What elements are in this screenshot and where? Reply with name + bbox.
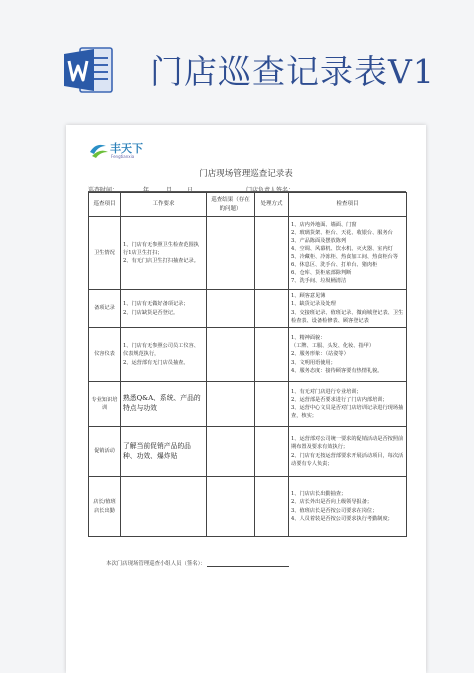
check-items-cell	[289, 382, 407, 427]
category-cell: 店长/值班店长出勤	[89, 477, 121, 537]
check-item: 2、店长外出是否向上级领导报备；	[291, 499, 373, 506]
check-item: 1、有无对门店进行专业培训；	[291, 388, 362, 395]
check-item: 4、人员着装是否按公司要求执行考勤制度；	[291, 515, 393, 522]
result-cell[interactable]	[207, 427, 255, 477]
form-title: 门店现场管理巡查记录表	[199, 169, 293, 179]
result-cell[interactable]	[207, 382, 255, 427]
handling-cell[interactable]	[255, 328, 289, 382]
column-header: 处理方式	[255, 193, 289, 217]
check-items-cell	[289, 328, 407, 382]
inspection-team-signature	[106, 559, 289, 567]
day-label: 日	[187, 187, 194, 194]
result-cell[interactable]	[207, 290, 255, 328]
company-logo	[88, 140, 158, 162]
store-owner-signature-label: 门店负责人签名：	[246, 187, 295, 194]
logo-subtext: Fengtianxia	[111, 154, 135, 159]
check-item: 6、仓库、货柜底部除判断	[291, 270, 352, 277]
requirement-line: 1、门店有无参照卫生检查范围执行1店卫生打扫；	[123, 241, 199, 256]
check-item: 3、产品陈面及摆放陈列	[291, 237, 347, 244]
check-item: 1、精神面貌：	[291, 335, 326, 342]
check-item: 2、门店有无按运营部要求开展活动项目，每次活动要有专人负责；	[291, 452, 404, 467]
table-row	[89, 477, 407, 537]
column-header: 巡查结果（存在的问题）	[207, 193, 255, 217]
column-header: 巡查项目	[89, 193, 121, 217]
handling-cell[interactable]	[255, 477, 289, 537]
result-cell[interactable]	[207, 217, 255, 290]
year-label: 年	[143, 187, 150, 194]
check-items-cell	[289, 427, 407, 477]
check-item: 1、门店店长出勤抽查；	[291, 491, 347, 498]
banner-title: 门店巡查记录表V1	[150, 52, 435, 91]
signature-label: 本次门店现场管理巡查小组人员（签名）：	[106, 561, 206, 567]
handling-cell[interactable]	[255, 290, 289, 328]
banner	[0, 0, 474, 112]
document-page	[66, 125, 426, 673]
handling-cell[interactable]	[255, 382, 289, 427]
requirement-cell	[121, 290, 207, 328]
logo-text: 丰天下	[110, 142, 143, 155]
check-item: 1、顾客意见簿	[291, 293, 326, 300]
check-item: 3、交接班记录、值班记录、微商城登记表、卫生检查表、设备检修表、顾客登记表	[291, 309, 404, 324]
requirement-line: 1、门店有无做好备项记录；	[123, 301, 189, 308]
requirement-cell	[121, 382, 207, 427]
check-items-cell	[289, 217, 407, 290]
requirement-line: 了解当前促销产品的品种、功效、爆炸贴	[123, 441, 191, 460]
check-item: 2、服务形象：（站姿等）	[291, 351, 349, 358]
handling-cell[interactable]	[255, 427, 289, 477]
requirement-cell	[121, 477, 207, 537]
logo-mark-icon	[88, 140, 110, 160]
column-header: 工作要求	[121, 193, 207, 217]
table-row	[89, 382, 407, 427]
result-cell[interactable]	[207, 477, 255, 537]
inspection-date-label: 巡查时间：	[88, 187, 119, 194]
check-item: 6、休息区、洗手台、打单台、猪肉柜	[291, 262, 378, 269]
month-label: 月	[166, 187, 173, 194]
column-header: 检查项目	[289, 193, 407, 217]
table-row	[89, 217, 407, 290]
requirement-line: 熟悉Q&A、系统、产品的特点与功效	[123, 394, 201, 412]
check-item: 2、玻璃货架、柜台、天花、收银台、服务台	[291, 229, 393, 236]
word-icon	[62, 44, 114, 96]
check-item: 5、冷藏柜、冷冻柜、热食加工间、热食柜台等	[291, 254, 399, 260]
table-row	[89, 427, 407, 477]
table-header-row	[89, 193, 407, 217]
table-row	[89, 290, 407, 328]
requirement-cell	[121, 427, 207, 477]
check-item: 7、洗手间、垃圾桶清洁	[291, 278, 347, 285]
result-cell[interactable]	[207, 328, 255, 382]
check-item: 4、服务态度：接待顾客要有热情礼貌。	[291, 367, 383, 374]
category-cell: 仪容仪表	[89, 328, 121, 382]
requirement-line: 2、门店缺货是否登记。	[123, 309, 179, 316]
check-item: 2、运营部是否要求进行了门店内部培训；	[291, 396, 388, 403]
category-cell: 备项记录	[89, 290, 121, 328]
check-item: 1、运营部对公司统一要求的促销活动是否按照前期布置及要求有效执行；	[291, 436, 404, 451]
check-item: （工牌、工服、头发、化妆、指甲）	[291, 343, 375, 350]
check-item: 3、值班店长是否按公司要求在岗位；	[291, 507, 378, 514]
signature-line[interactable]	[207, 561, 289, 567]
check-item: 1、店内外地面、墙面、门窗	[291, 221, 357, 228]
check-item: 4、空调、风幕机、饮水机、灭火器、室内灯	[291, 245, 393, 252]
category-cell: 促销活动	[89, 427, 121, 477]
inspection-table	[88, 192, 407, 537]
check-items-cell	[289, 477, 407, 537]
requirement-line: 2、运营部有无门店员抽查。	[123, 359, 189, 366]
requirement-line: 1、门店有无参照公司员工仪容、仪表规范执行，	[123, 343, 199, 358]
check-item: 1、缺货记录及处理	[291, 301, 336, 308]
requirement-line: 2、有无门店卫生打扫抽查记录。	[123, 258, 199, 265]
requirement-cell	[121, 217, 207, 290]
handling-cell[interactable]	[255, 217, 289, 290]
check-items-cell	[289, 290, 407, 328]
check-item: 3、运营中心文员是否对门店培训记录进行现场抽查，核实；	[291, 405, 404, 420]
table-row	[89, 328, 407, 382]
check-item: 3、文明用语使用；	[291, 359, 336, 366]
requirement-cell	[121, 328, 207, 382]
category-cell: 卫生情况	[89, 217, 121, 290]
category-cell: 专业知识培训	[89, 382, 121, 427]
